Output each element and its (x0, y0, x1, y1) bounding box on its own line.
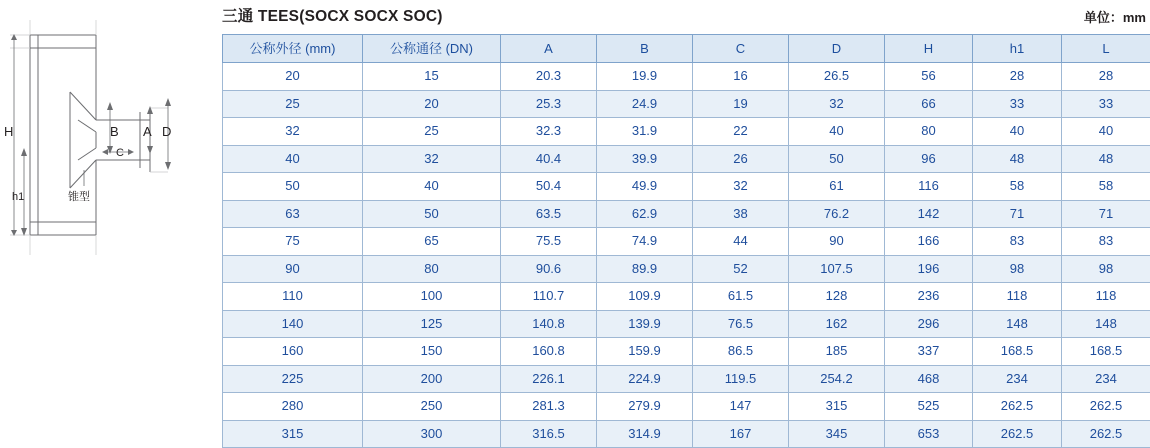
cell-od: 32 (223, 118, 363, 146)
cell-b: 224.9 (597, 365, 693, 393)
cell-od: 20 (223, 63, 363, 91)
title-row (222, 0, 1150, 34)
table-row (223, 118, 1150, 146)
cell-h: 525 (885, 393, 973, 421)
cell-od: 160 (223, 338, 363, 366)
cell-d: 26.5 (789, 63, 885, 91)
cell-h: 142 (885, 200, 973, 228)
cell-d: 107.5 (789, 255, 885, 283)
table-row (223, 145, 1150, 173)
cell-b: 279.9 (597, 393, 693, 421)
cell-a: 63.5 (501, 200, 597, 228)
cell-od: 280 (223, 393, 363, 421)
cell-a: 75.5 (501, 228, 597, 256)
cell-b: 31.9 (597, 118, 693, 146)
table-row (223, 63, 1150, 91)
cell-h1: 71 (973, 200, 1062, 228)
cell-dn: 20 (363, 90, 501, 118)
cell-h1: 234 (973, 365, 1062, 393)
table-row (223, 173, 1150, 201)
cell-l: 98 (1062, 255, 1150, 283)
cell-h: 196 (885, 255, 973, 283)
table-row (223, 255, 1150, 283)
cell-l: 168.5 (1062, 338, 1150, 366)
cell-l: 48 (1062, 145, 1150, 173)
cell-b: 89.9 (597, 255, 693, 283)
dim-label-cone: 锥型 (68, 189, 90, 203)
cell-a: 90.6 (501, 255, 597, 283)
spec-table (222, 34, 1150, 448)
cell-l: 28 (1062, 63, 1150, 91)
table-row (223, 200, 1150, 228)
cell-c: 167 (693, 420, 789, 448)
cell-a: 40.4 (501, 145, 597, 173)
cell-b: 109.9 (597, 283, 693, 311)
title-cn: 三通 (222, 8, 253, 25)
cell-d: 345 (789, 420, 885, 448)
cell-dn: 125 (363, 310, 501, 338)
cell-c: 86.5 (693, 338, 789, 366)
dim-label-A: A (143, 124, 152, 139)
cell-dn: 15 (363, 63, 501, 91)
cell-a: 281.3 (501, 393, 597, 421)
cell-h: 653 (885, 420, 973, 448)
cell-dn: 65 (363, 228, 501, 256)
cell-h1: 118 (973, 283, 1062, 311)
cell-b: 19.9 (597, 63, 693, 91)
cell-l: 262.5 (1062, 420, 1150, 448)
cell-l: 71 (1062, 200, 1150, 228)
dim-label-D: D (162, 124, 171, 139)
cell-dn: 25 (363, 118, 501, 146)
table-row (223, 90, 1150, 118)
cell-c: 19 (693, 90, 789, 118)
cell-h1: 148 (973, 310, 1062, 338)
cell-od: 25 (223, 90, 363, 118)
cell-a: 140.8 (501, 310, 597, 338)
dim-label-h1: h1 (12, 191, 24, 203)
cell-h: 166 (885, 228, 973, 256)
table-row (223, 283, 1150, 311)
cell-d: 185 (789, 338, 885, 366)
cell-d: 50 (789, 145, 885, 173)
cell-a: 160.8 (501, 338, 597, 366)
dim-label-B: B (110, 124, 119, 139)
cell-b: 74.9 (597, 228, 693, 256)
cell-b: 49.9 (597, 173, 693, 201)
cell-c: 52 (693, 255, 789, 283)
cell-a: 50.4 (501, 173, 597, 201)
table-row (223, 393, 1150, 421)
cell-h: 468 (885, 365, 973, 393)
cell-b: 39.9 (597, 145, 693, 173)
cell-d: 76.2 (789, 200, 885, 228)
page-title (222, 4, 443, 26)
cell-l: 148 (1062, 310, 1150, 338)
cell-b: 314.9 (597, 420, 693, 448)
cell-h: 56 (885, 63, 973, 91)
cell-h1: 83 (973, 228, 1062, 256)
title-en: TEES(SOCX SOCX SOC) (258, 8, 443, 25)
spec-content (222, 0, 1150, 448)
cell-dn: 32 (363, 145, 501, 173)
cell-h: 96 (885, 145, 973, 173)
cell-d: 40 (789, 118, 885, 146)
cell-h1: 28 (973, 63, 1062, 91)
cell-l: 234 (1062, 365, 1150, 393)
cell-c: 32 (693, 173, 789, 201)
cell-h: 80 (885, 118, 973, 146)
cell-l: 40 (1062, 118, 1150, 146)
cell-a: 32.3 (501, 118, 597, 146)
cell-l: 33 (1062, 90, 1150, 118)
cell-od: 140 (223, 310, 363, 338)
cell-d: 32 (789, 90, 885, 118)
cell-c: 76.5 (693, 310, 789, 338)
table-body (223, 63, 1150, 448)
cell-l: 262.5 (1062, 393, 1150, 421)
table-row (223, 338, 1150, 366)
cell-dn: 80 (363, 255, 501, 283)
cell-l: 58 (1062, 173, 1150, 201)
column-header-b: B (597, 35, 693, 63)
table-row (223, 365, 1150, 393)
cell-h: 116 (885, 173, 973, 201)
cell-h: 337 (885, 338, 973, 366)
column-header-c: C (693, 35, 789, 63)
column-header-h: H (885, 35, 973, 63)
cell-h1: 262.5 (973, 420, 1062, 448)
cell-b: 159.9 (597, 338, 693, 366)
cell-h1: 262.5 (973, 393, 1062, 421)
cell-od: 315 (223, 420, 363, 448)
cell-c: 44 (693, 228, 789, 256)
cell-d: 61 (789, 173, 885, 201)
cell-d: 128 (789, 283, 885, 311)
table-row (223, 310, 1150, 338)
cell-od: 110 (223, 283, 363, 311)
cell-od: 90 (223, 255, 363, 283)
cell-a: 110.7 (501, 283, 597, 311)
cell-od: 50 (223, 173, 363, 201)
cell-c: 38 (693, 200, 789, 228)
cell-h1: 33 (973, 90, 1062, 118)
cell-dn: 250 (363, 393, 501, 421)
column-header-d: D (789, 35, 885, 63)
cell-od: 225 (223, 365, 363, 393)
cell-od: 40 (223, 145, 363, 173)
cell-l: 83 (1062, 228, 1150, 256)
cell-c: 61.5 (693, 283, 789, 311)
cell-h1: 168.5 (973, 338, 1062, 366)
cell-h1: 48 (973, 145, 1062, 173)
cell-h1: 98 (973, 255, 1062, 283)
cell-h: 236 (885, 283, 973, 311)
cell-h1: 40 (973, 118, 1062, 146)
cell-d: 162 (789, 310, 885, 338)
column-header-od: 公称外径 (mm) (223, 35, 363, 63)
cell-b: 62.9 (597, 200, 693, 228)
cell-d: 90 (789, 228, 885, 256)
column-header-l: L (1062, 35, 1150, 63)
table-header (223, 35, 1150, 63)
cell-a: 316.5 (501, 420, 597, 448)
cell-b: 24.9 (597, 90, 693, 118)
cell-od: 75 (223, 228, 363, 256)
column-header-h1: h1 (973, 35, 1062, 63)
cell-l: 118 (1062, 283, 1150, 311)
cell-dn: 150 (363, 338, 501, 366)
cell-dn: 200 (363, 365, 501, 393)
cell-a: 25.3 (501, 90, 597, 118)
cell-c: 26 (693, 145, 789, 173)
column-header-a: A (501, 35, 597, 63)
cell-dn: 100 (363, 283, 501, 311)
cell-a: 226.1 (501, 365, 597, 393)
cell-h: 66 (885, 90, 973, 118)
table-row (223, 228, 1150, 256)
dim-label-H: H (4, 124, 13, 139)
cell-b: 139.9 (597, 310, 693, 338)
cell-a: 20.3 (501, 63, 597, 91)
column-header-dn: 公称通径 (DN) (363, 35, 501, 63)
dim-label-C: C (116, 147, 124, 159)
cell-c: 147 (693, 393, 789, 421)
unit-label: 单位：mm (1084, 7, 1150, 26)
cell-dn: 300 (363, 420, 501, 448)
cell-od: 63 (223, 200, 363, 228)
tee-fitting-drawing (0, 0, 215, 300)
cell-dn: 40 (363, 173, 501, 201)
cell-d: 254.2 (789, 365, 885, 393)
cell-c: 16 (693, 63, 789, 91)
cell-h1: 58 (973, 173, 1062, 201)
header-row (223, 35, 1150, 63)
table-row (223, 420, 1150, 448)
cell-dn: 50 (363, 200, 501, 228)
cell-d: 315 (789, 393, 885, 421)
cell-c: 119.5 (693, 365, 789, 393)
cell-c: 22 (693, 118, 789, 146)
cell-h: 296 (885, 310, 973, 338)
